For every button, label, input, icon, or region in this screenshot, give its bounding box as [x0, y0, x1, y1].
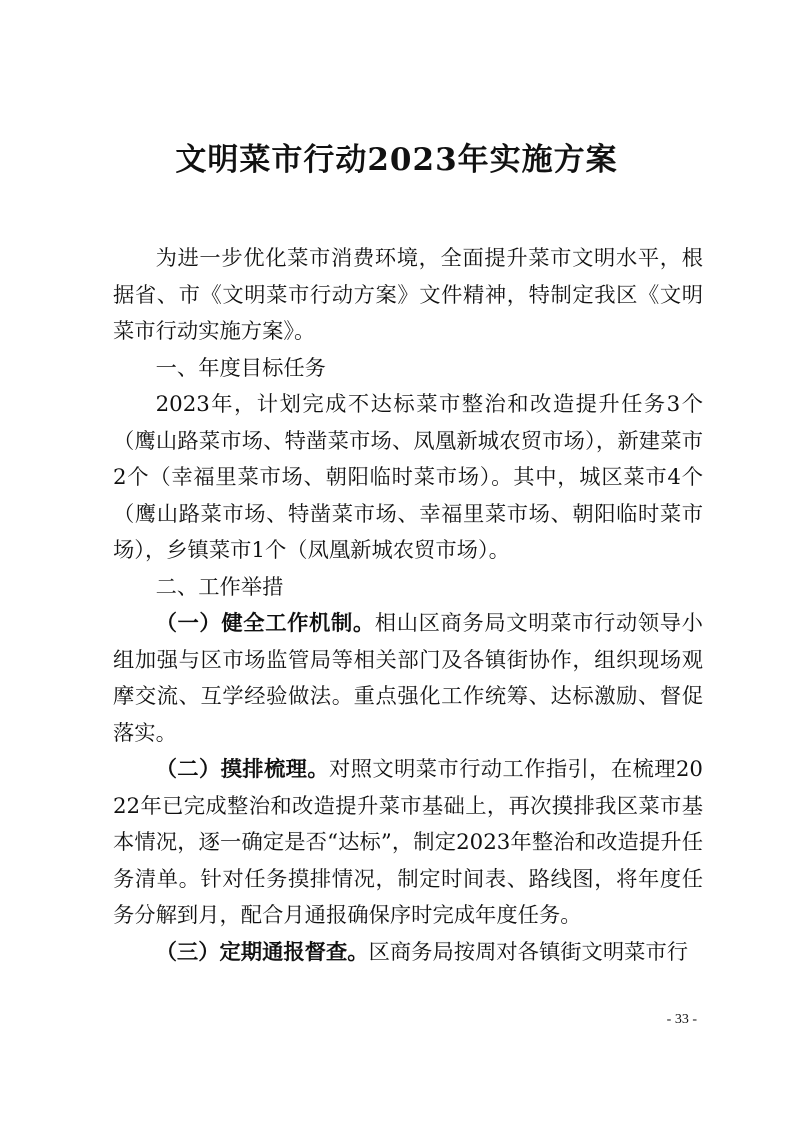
paragraph-inspection [113, 935, 703, 972]
section-heading-work-measures: 二、工作举措 [155, 574, 284, 600]
page-number: - 33 - [666, 1012, 697, 1027]
paragraph-annual-targets [113, 387, 703, 570]
paragraph-lead: （二）摸排梳理。 [155, 757, 330, 782]
document-body [113, 241, 703, 971]
paragraph-text: 相山区商务局文明菜市行动领导小组加强与区市场监管局等相关部门及各镇街协作，组织现场观摩交流、互学经验做法。重点强化工作统筹、达标激励、督促落实。 [113, 611, 703, 746]
paragraph-survey [113, 752, 703, 935]
paragraph-text: 2023年，计划完成不达标菜市整治和改造提升任务3个（鹰山路菜市场、特凿菜市场、凤凰新城农贸市场），新建菜市2个（幸福里菜市场、朝阳临时菜市场）。其中，城区菜市4个（鹰山路菜市场、特凿菜市场、幸福里菜市场、朝阳临时菜市场），乡镇菜市1个（凤凰新城农贸市场）。 [113, 392, 703, 563]
section-heading-annual-targets: 一、年度目标任务 [155, 355, 326, 381]
paragraph-work-mechanism [113, 606, 703, 752]
intro-paragraph: 为进一步优化菜市消费环境，全面提升菜市文明水平，根据省、市《文明菜市行动方案》文件精神，特制定我区《文明菜市行动实施方案》。 [113, 246, 703, 344]
paragraph-lead: （一）健全工作机制。 [155, 611, 375, 636]
paragraph-lead: （三）定期通报督查。 [155, 939, 369, 965]
paragraph-text: 对照文明菜市行动工作指引，在梳理2022年已完成整治和改造提升菜市基础上，再次摸排我区菜市基本情况，逐一确定是否“达标”，制定2023年整治和改造提升任务清单。针对任务摸排情况，制定时间表、路线图，将年度任务分解到月，配合月通报确保序时完成年度任务。 [113, 757, 703, 928]
document-title: 文明菜市行动2023年实施方案 [175, 142, 618, 178]
paragraph-text: 区商务局按周对各镇街文明菜市行 [368, 939, 689, 965]
